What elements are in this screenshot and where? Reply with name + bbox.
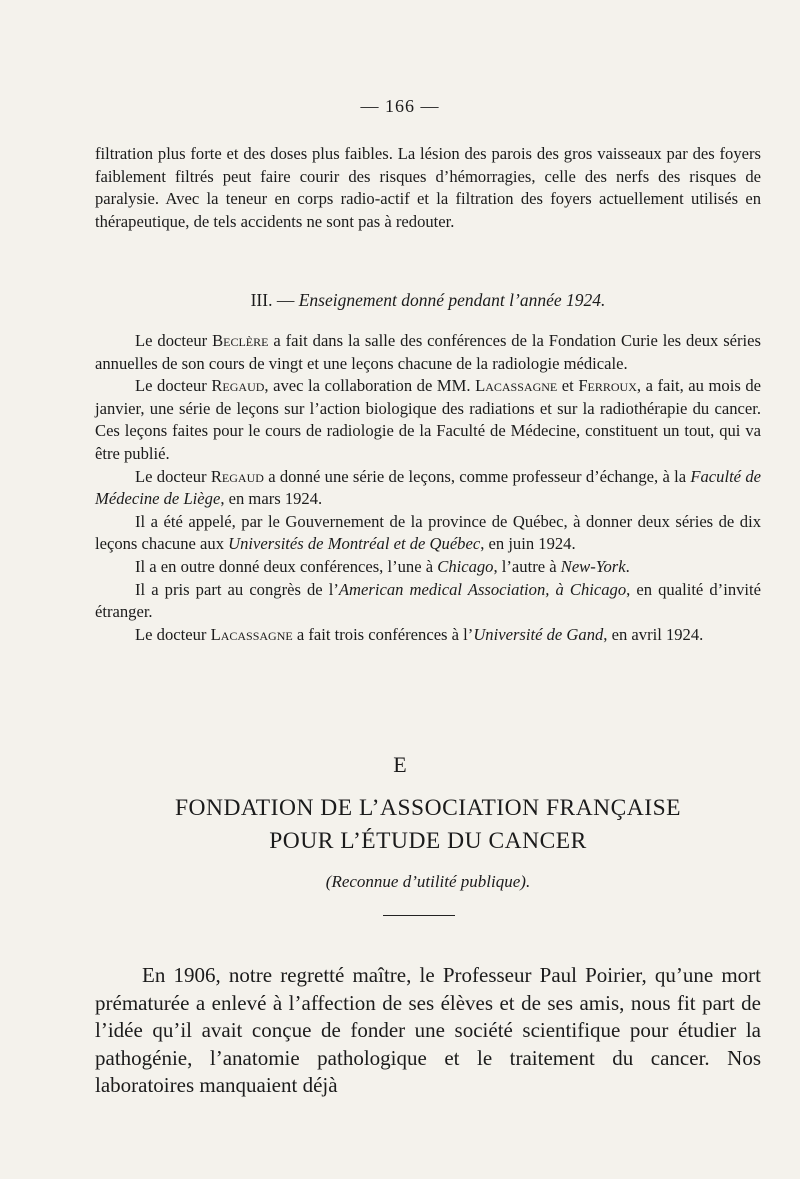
text: , en qualité d’invité étranger. [95, 579, 761, 622]
text: , en mars 1924. [220, 489, 323, 509]
foundation-title-line-2: POUR L’ÉTUDE DU CANCER [269, 828, 587, 854]
teaching-paragraph-6 [95, 579, 761, 624]
text: , a fait, au mois de janvier, une série de leçons sur l’action biologique des radiations et sur la radiothérapie du cancer. Ces leçons faites pour le cours de radiologie de la Faculté de Médecine, constituent un tout, qui va être publié. [95, 376, 761, 463]
text: , l’autre à [493, 556, 561, 576]
foundation-paragraph: En 1906, notre regretté maître, le Professeur Paul Poirier, qu’une mort prématurée a enlevé à l’affection de ses élèves et de ses amis, nous fit part de l’idée qu’il avait conçue de fonder une société scientifique pour étudier la pathogénie, l’anatomie pathologique et le traitement du cancer. Nos laboratoires manquaient déjà [95, 963, 761, 1097]
text: a fait dans la salle des conférences de la Fondation Curie les deux séries annuelles de son cours de vingt et une leçons chacune de la radiologie médicale. [95, 331, 761, 373]
teaching-paragraph-1 [95, 330, 761, 375]
teaching-paragraph-2 [95, 375, 761, 465]
text: Il a été appelé, par le Gouvernement de la province de Québec, à donner deux séries de dix leçons chacune aux [95, 511, 761, 554]
page-number: — 166 — [360, 96, 440, 116]
institution-name: Université de Gand [473, 624, 604, 644]
text: . [625, 556, 630, 576]
text: Il a en outre donné deux conférences, l’une à [135, 556, 438, 576]
foundation-section [95, 962, 761, 1100]
person-name: Lacassagne [210, 624, 293, 644]
person-name: Regaud [210, 466, 264, 486]
text: Il a pris part au congrès de l’ [135, 579, 339, 599]
person-name: Ferroux [578, 376, 637, 396]
person-name: Beclère [212, 331, 269, 350]
institution-name: Universités de Montréal et de Québec [228, 534, 481, 554]
city-name: Chicago [437, 556, 494, 576]
teaching-paragraph-5 [95, 556, 761, 579]
divider-rule [383, 915, 455, 916]
text: Le docteur [135, 376, 212, 396]
section-heading [95, 290, 761, 311]
teaching-paragraph-7 [95, 624, 761, 647]
text: Le docteur [135, 331, 213, 350]
paragraph-text: filtration plus forte et des doses plus faibles. La lésion des parois des gros vaisseaux par des foyers faiblement filtrés peut faire courir des risques d’hémorragies, celle des nerfs des risques de paralysie. Avec la teneur en corps radio-actif et la filtration des foyers actuellement utilisés en thérapeutique, de tels accidents ne sont pas à redouter. [95, 144, 761, 231]
institution-name: American medical Association, à Chicago [338, 579, 627, 599]
recognition-subtitle: (Reconnue d’utilité publique). [325, 872, 531, 891]
city-name: New-York [560, 556, 626, 576]
section-numeral: III. [250, 290, 273, 310]
person-name: Lacassagne [475, 376, 558, 396]
person-name: Regaud [211, 376, 265, 396]
text: a donné une série de leçons, comme professeur d’échange, à la [263, 466, 691, 486]
text: , avec la collaboration de MM. [264, 376, 476, 396]
section-letter: E [393, 752, 407, 777]
section-dash: — [276, 290, 295, 310]
institution-name: Faculté de Médecine de Liège [95, 466, 761, 509]
text: Le docteur [135, 624, 211, 644]
text: , en juin 1924. [480, 534, 576, 554]
text: , en avril 1924. [603, 624, 704, 644]
foundation-title-line-1: FONDATION DE L’ASSOCIATION FRANÇAISE [174, 795, 682, 821]
teaching-paragraph-4 [95, 511, 761, 556]
text: a fait trois conférences à l’ [292, 624, 474, 644]
teaching-paragraph-3 [95, 466, 761, 511]
text: et [557, 376, 579, 396]
section-heading-text: Enseignement donné pendant l’année 1924. [298, 290, 606, 310]
teaching-section [95, 330, 761, 646]
continued-paragraph [95, 143, 761, 233]
text: Le docteur [135, 466, 211, 486]
